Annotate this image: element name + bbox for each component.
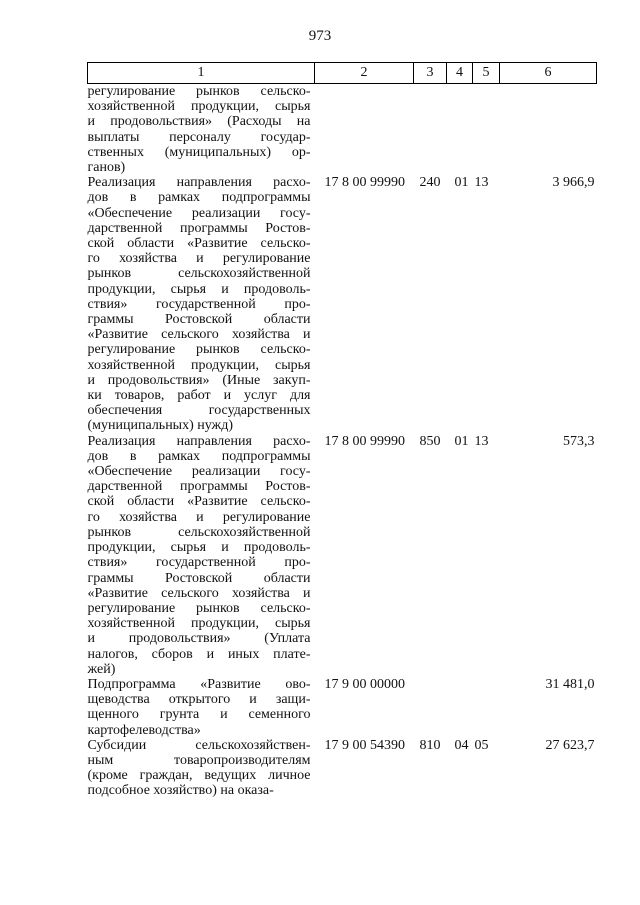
description-line: подсобное хозяйство) на оказа-: [87, 783, 274, 799]
description-line: щеводства открытого и защи-: [87, 692, 311, 708]
section-code: 04: [454, 737, 469, 753]
description-line: и продовольствия» (Расходы на: [87, 114, 311, 130]
description-line: и продовольствия» (Иные закуп-: [87, 372, 311, 388]
description-line: граммы Ростовской области: [87, 570, 311, 586]
expense-type: [414, 677, 447, 738]
description-line: хозяйственной продукции, сырья: [87, 99, 311, 115]
description-line: ствия» государственной про-: [87, 296, 311, 312]
expense-type: 850: [419, 433, 441, 449]
description-line: Реализация направления расхо-: [87, 433, 311, 449]
target-code: [315, 84, 414, 176]
row-description: [88, 738, 315, 799]
description-line: хозяйственной продукции, сырья: [87, 357, 311, 373]
description-line: «Развитие сельского хозяйства и: [87, 585, 311, 601]
expense-type: 810: [419, 737, 441, 753]
description-line: щенного грунта и семенного: [87, 707, 311, 723]
target-code: 17 9 00 00000: [324, 676, 405, 692]
description-line: го хозяйства и регулирование: [87, 251, 311, 267]
amount: 573,3: [563, 433, 595, 449]
table-row: [88, 434, 597, 677]
description-line: выплаты персоналу государ-: [87, 129, 311, 145]
target-code: 17 9 00 54390: [324, 737, 405, 753]
description-line: картофелеводства»: [87, 722, 201, 738]
description-line: ственных (муниципальных) ор-: [87, 144, 311, 160]
description-line: регулирование рынков сельско-: [87, 84, 311, 99]
description-line: хозяйственной продукции, сырья: [87, 616, 311, 632]
description-line: ствия» государственной про-: [87, 555, 311, 571]
row-description: [88, 175, 315, 433]
description-line: и продовольствия» (Уплата: [87, 631, 311, 647]
table-row: [88, 175, 597, 433]
table-row: [88, 84, 597, 176]
description-line: продукции, сырья и продоволь-: [87, 281, 311, 297]
description-line: продукции, сырья и продоволь-: [87, 540, 311, 556]
amount: [500, 84, 597, 176]
description-line: (кроме граждан, ведущих личное: [87, 768, 311, 784]
row-description: [88, 84, 315, 176]
description-line: ки товаров, работ и услуг для: [87, 388, 311, 404]
row-description: [88, 434, 315, 677]
header-col-6: 6: [500, 63, 597, 84]
header-col-5: 5: [473, 63, 500, 84]
table-row: [88, 677, 597, 738]
table-body: [88, 84, 597, 799]
subsection-code: [473, 677, 500, 738]
description-line: рынков сельскохозяйственной: [87, 266, 311, 282]
budget-table: [87, 62, 597, 799]
subsection-code: 13: [474, 433, 489, 449]
description-line: обеспечения государственных: [87, 403, 311, 419]
amount: 27 623,7: [545, 737, 595, 753]
target-code: 17 8 00 99990: [324, 433, 405, 449]
description-line: Подпрограмма «Развитие ово-: [87, 676, 311, 692]
description-line: ской области «Развитие сельско-: [87, 236, 311, 252]
description-line: Субсидии сельскохозяйствен-: [87, 737, 311, 753]
description-line: дарственной программы Ростов-: [87, 479, 311, 495]
target-code: 17 8 00 99990: [324, 175, 405, 191]
description-line: (муниципальных) нужд): [87, 418, 234, 434]
description-line: регулирование рынков сельско-: [87, 342, 311, 358]
description-line: дов в рамках подпрограммы: [87, 448, 311, 464]
header-col-4: 4: [447, 63, 473, 84]
description-line: ганов): [87, 160, 126, 176]
section-code: 01: [454, 433, 469, 449]
description-line: граммы Ростовской области: [87, 312, 311, 328]
description-line: го хозяйства и регулирование: [87, 509, 311, 525]
table-row: [88, 738, 597, 799]
section-code: [447, 677, 473, 738]
description-line: Реализация направления расхо-: [87, 175, 311, 191]
row-description: [88, 677, 315, 738]
description-line: «Развитие сельского хозяйства и: [87, 327, 311, 343]
description-line: регулирование рынков сельско-: [87, 600, 311, 616]
subsection-code: 13: [474, 175, 489, 191]
expense-type: 240: [419, 175, 441, 191]
description-line: жей): [87, 661, 116, 677]
description-line: «Обеспечение реализации госу-: [87, 205, 311, 221]
expense-type: [414, 84, 447, 176]
section-code: 01: [454, 175, 469, 191]
description-line: «Обеспечение реализации госу-: [87, 464, 311, 480]
description-line: ным товаропроизводителям: [87, 752, 311, 768]
amount: 31 481,0: [545, 676, 595, 692]
description-line: рынков сельскохозяйственной: [87, 524, 311, 540]
section-code: [447, 84, 473, 176]
page-number: 973: [308, 28, 332, 44]
header-col-1: 1: [88, 63, 315, 84]
subsection-code: [473, 84, 500, 176]
header-col-3: 3: [414, 63, 447, 84]
header-col-2: 2: [315, 63, 414, 84]
header-row: [88, 63, 597, 84]
subsection-code: 05: [474, 737, 489, 753]
description-line: налогов, сборов и иных плате-: [87, 646, 311, 662]
description-line: дов в рамках подпрограммы: [87, 190, 311, 206]
description-line: дарственной программы Ростов-: [87, 220, 311, 236]
amount: 3 966,9: [552, 175, 595, 191]
description-line: ской области «Развитие сельско-: [87, 494, 311, 510]
